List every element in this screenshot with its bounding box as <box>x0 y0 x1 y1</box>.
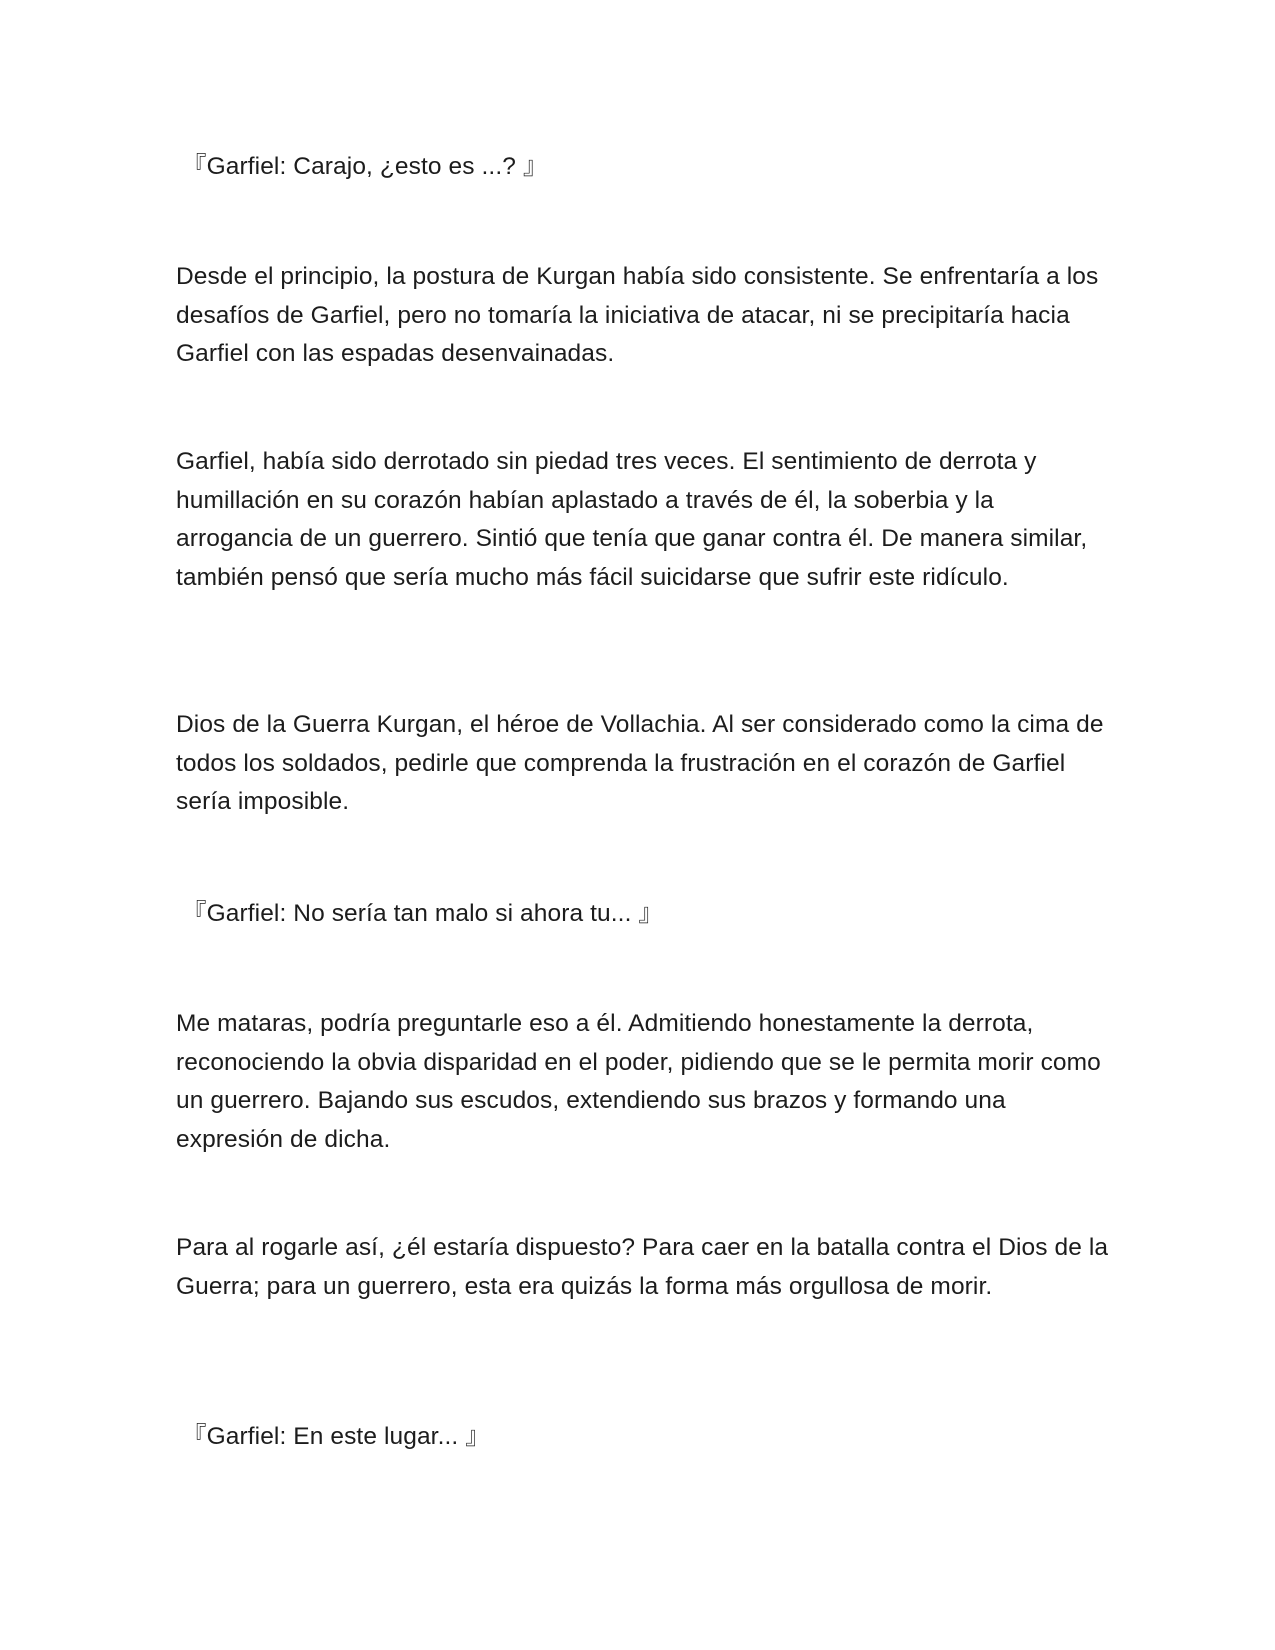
narration-paragraph: Garfiel, había sido derrotado sin piedad tres veces. El sentimiento de derrota y humillación en su corazón habían aplastado a través de él, la soberbia y la arrogancia de un guerrero. Sintió que tenía que ganar contra él. De manera similar, también pensó que sería mucho más fácil suicidarse que sufrir este ridículo. <box>176 448 1088 591</box>
narration-paragraph: Me mataras, podría preguntarle eso a él. Admitiendo honestamente la derrota, reconociendo la obvia disparidad en el poder, pidiendo que se le permita morir como un guerrero. Bajando sus escudos, extendiendo sus brazos y formando una expresión de dicha. <box>176 1010 1101 1153</box>
narration-paragraph: Para al rogarle así, ¿él estaría dispuesto? Para caer en la batalla contra el Dios de la Guerra; para un guerrero, esta era quizás la forma más orgullosa de morir. <box>176 1234 1109 1300</box>
dialogue-line: 『Garfiel: En este lugar... 』 <box>182 1423 490 1450</box>
narration-paragraph: Desde el principio, la postura de Kurgan había sido consistente. Se enfrentaría a los desafíos de Garfiel, pero no tomaría la iniciativa de atacar, ni se precipitaría hacia Garfiel con las espadas desenvainadas. <box>176 263 1099 367</box>
dialogue-line: 『Garfiel: Carajo, ¿esto es ...? 』 <box>182 153 548 180</box>
narration-paragraph: Dios de la Guerra Kurgan, el héroe de Vollachia. Al ser considerado como la cima de todos los soldados, pedirle que comprenda la frustración en el corazón de Garfiel sería imposible. <box>176 711 1104 815</box>
dialogue-line: 『Garfiel: No sería tan malo si ahora tu... 』 <box>182 900 663 927</box>
